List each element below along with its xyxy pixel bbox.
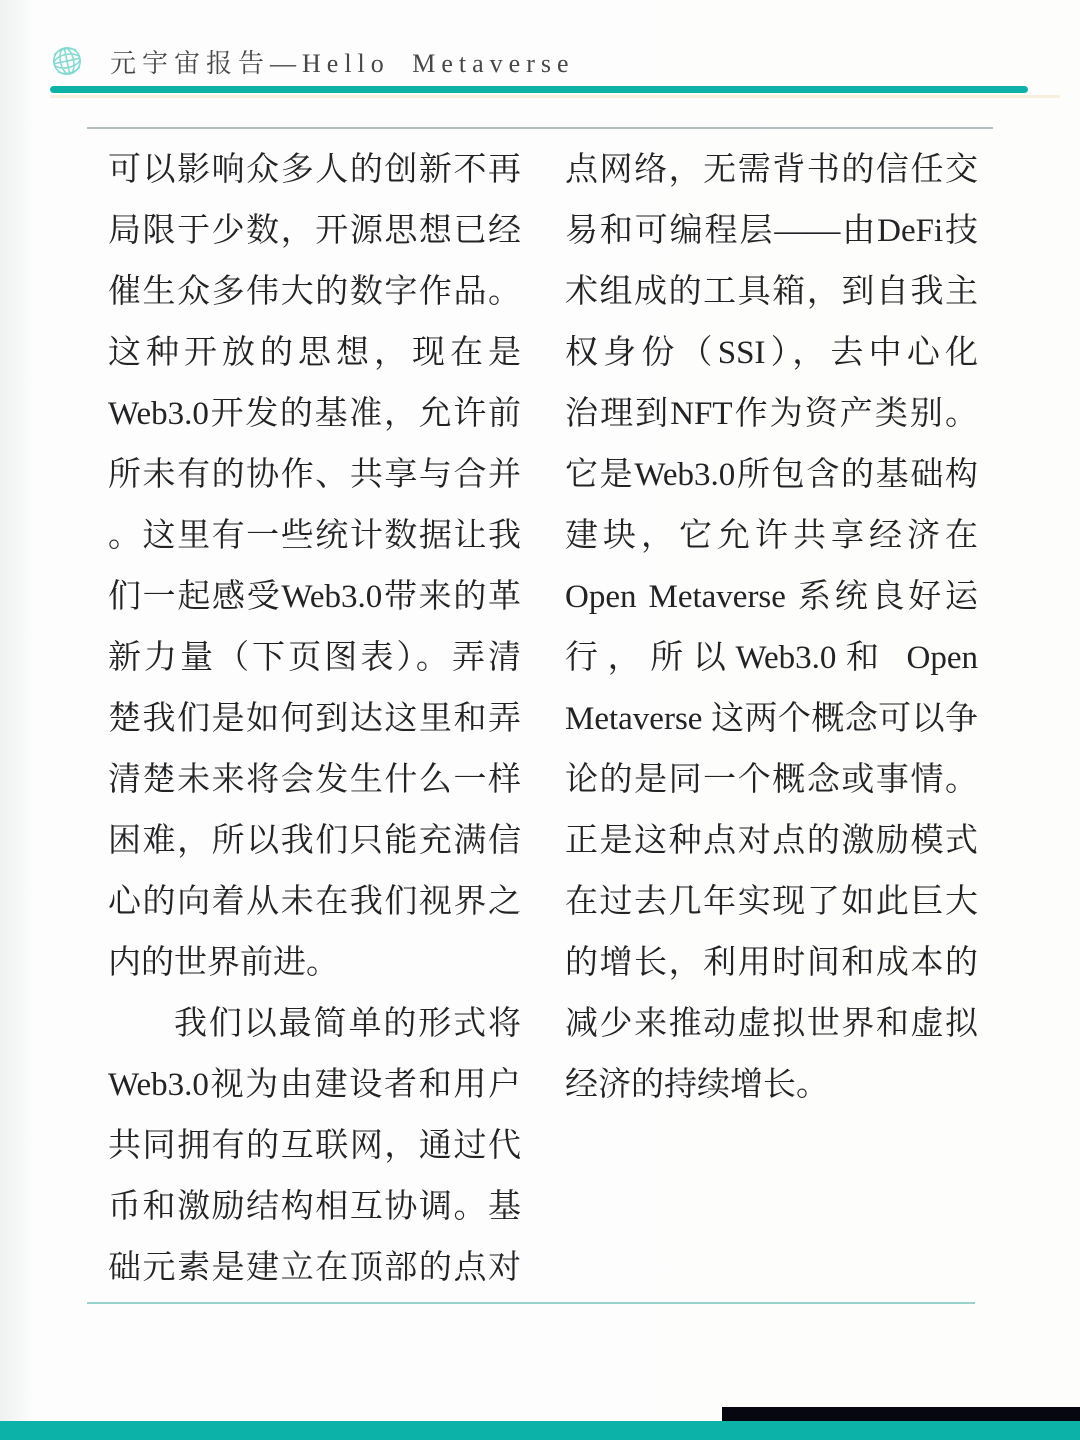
text-line: 心的向着从未在我们视界之 <box>108 884 521 920</box>
footer-teal-bar <box>0 1421 1080 1440</box>
page-header <box>50 36 575 86</box>
header-rule-shadow <box>50 95 1060 98</box>
text-line: 经济的持续增长。 <box>565 1067 829 1103</box>
text-line: 我们以最简单的形式将 <box>174 1006 521 1042</box>
text-line: 行，所以Web3.0和 Open <box>565 640 978 676</box>
text-line: 们一起感受Web3.0带来的革 <box>108 579 521 615</box>
content-top-rule <box>87 127 993 129</box>
left-column <box>108 140 521 1299</box>
text-line: 建块，它允许共享经济在 <box>565 518 978 554</box>
text-line: 减少来推动虚拟世界和虚拟 <box>565 1006 978 1042</box>
text-line: 它是Web3.0所包含的基础构 <box>565 457 978 493</box>
text-line: 础元素是建立在顶部的点对 <box>108 1250 521 1286</box>
text-line: 币和激励结构相互协调。基 <box>108 1189 521 1225</box>
text-line: 在过去几年实现了如此巨大 <box>565 884 978 920</box>
text-line: 所未有的协作、共享与合并 <box>108 457 521 493</box>
text-line: 权身份（SSI），去中心化 <box>565 335 978 371</box>
text-line: 共同拥有的互联网，通过代 <box>108 1128 521 1164</box>
text-line: 易和可编程层——由DeFi技 <box>565 213 978 249</box>
text-line: 点网络，无需背书的信任交 <box>565 152 978 188</box>
text-line: 的增长，利用时间和成本的 <box>565 945 978 981</box>
page-title: 元宇宙报告—Hello Metaverse <box>110 48 575 78</box>
text-line: 治理到NFT作为资产类别。 <box>565 396 978 432</box>
content-bottom-rule <box>87 1302 975 1304</box>
text-line: 清楚未来将会发生什么一样 <box>108 762 521 798</box>
text-line: 内的世界前进。 <box>108 945 339 981</box>
text-line: Open Metaverse 系统良好运 <box>565 579 978 615</box>
text-line: Metaverse 这两个概念可以争 <box>565 701 978 737</box>
text-line: Web3.0视为由建设者和用户 <box>108 1067 521 1103</box>
right-column <box>565 140 978 1116</box>
text-line: 可以影响众多人的创新不再 <box>108 152 521 188</box>
text-line: 正是这种点对点的激励模式 <box>565 823 978 859</box>
globe-icon <box>50 42 84 80</box>
text-line: 术组成的工具箱，到自我主 <box>565 274 978 310</box>
text-line: 催生众多伟大的数字作品。 <box>108 274 521 310</box>
text-line: 这种开放的思想，现在是 <box>108 335 521 371</box>
text-line: 新力量（下页图表）。弄清 <box>108 640 521 676</box>
text-line: 论的是同一个概念或事情。 <box>565 762 978 798</box>
text-line: Web3.0开发的基准，允许前 <box>108 396 521 432</box>
text-line: 。这里有一些统计数据让我 <box>108 518 521 554</box>
header-rule <box>50 86 1028 93</box>
text-line: 楚我们是如何到达这里和弄 <box>108 701 521 737</box>
text-line: 困难，所以我们只能充满信 <box>108 823 521 859</box>
text-line: 局限于少数，开源思想已经 <box>108 213 521 249</box>
